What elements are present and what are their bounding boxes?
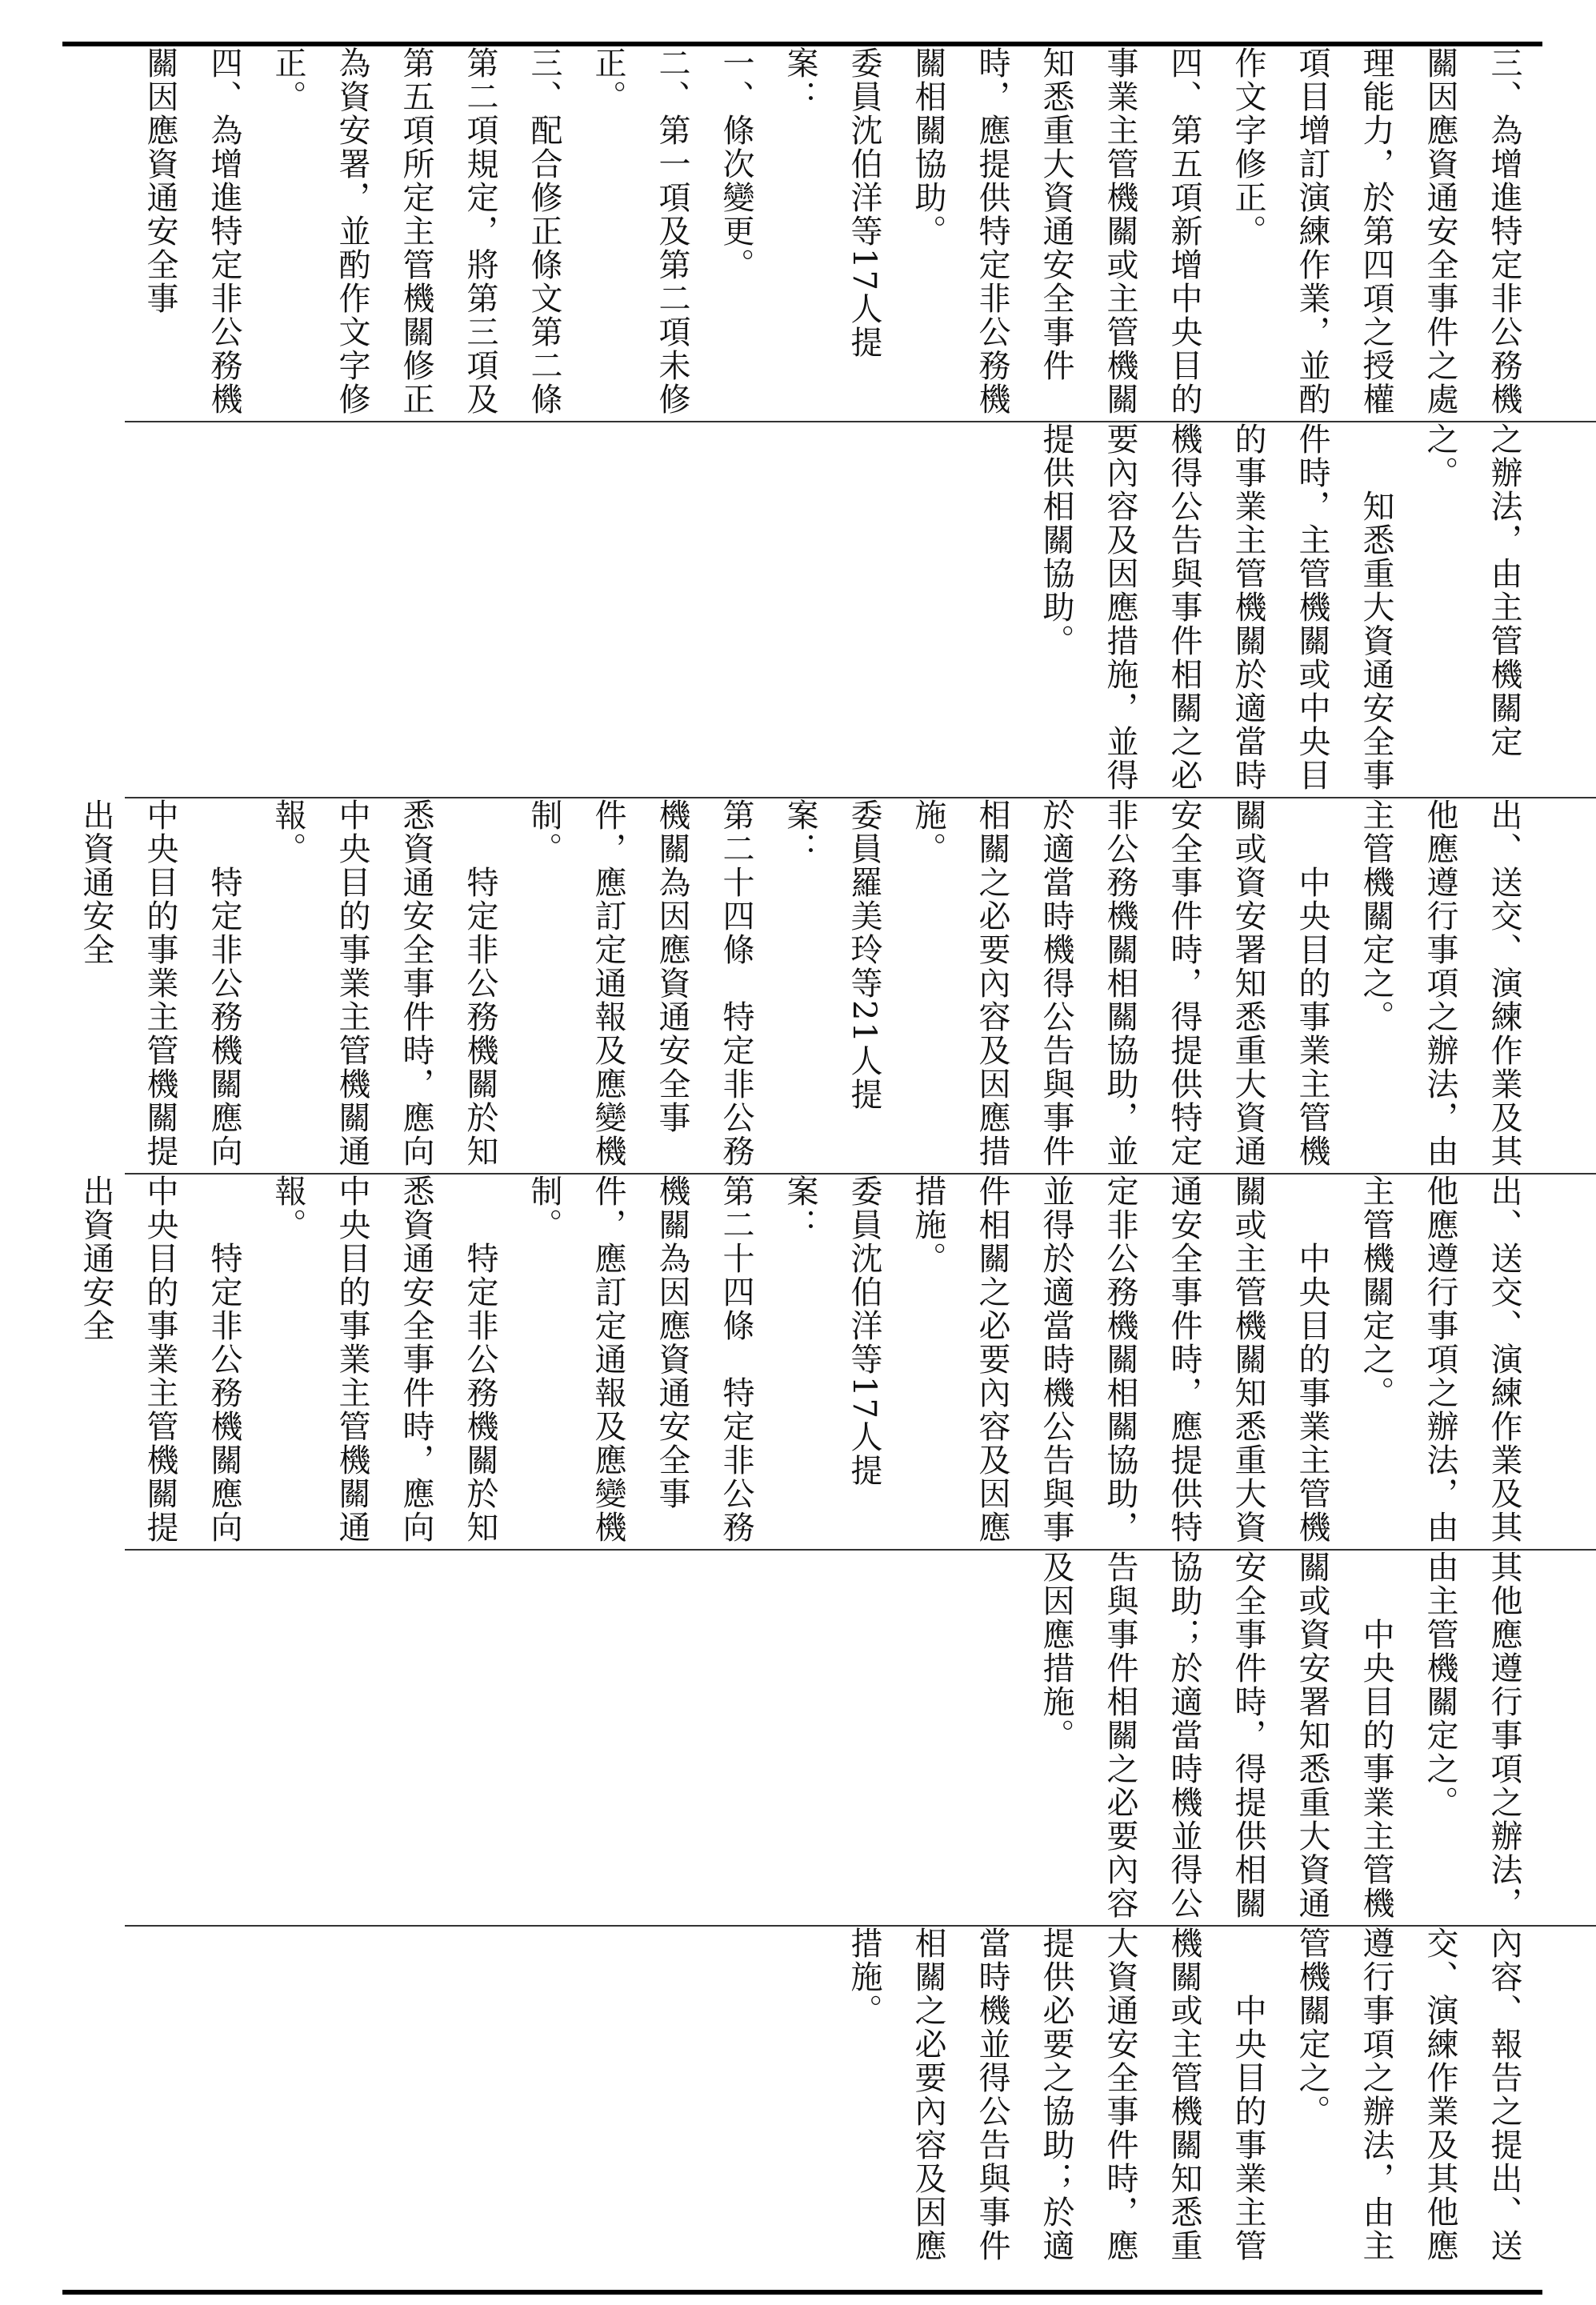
table-row (62, 46, 1542, 421)
bottom-rule (62, 2290, 1542, 2295)
table-row (62, 422, 1542, 797)
cell-text: 出、送交、演練作業及其他應遵行事項之辦法，由主管機關定之。 中央目的事業主管機關或主管機關知悉重大資通安全事件時，應提供特定非公務機關相關協助，並得於適當時機公告與事件相關之必要內容及因應措施。 委員沈伯洋等17人提案： 第二十四條 特定非公務機關為因應資通安全事件，應訂定通報及應變機制。 特定非公務機關於知悉資通安全事件時，應向中央目的事業主管機關通報。 特定非公務機關應向中央目的事業主管機關提出資通安全 (78, 1175, 1522, 1544)
cell-text: 其他應遵行事項之辦法，由主管機關定之。 中央目的事業主管機關或資安署知悉重大資通安全事件時，得提供相關協助；於適當時機並得公告與事件相關之必要內容及因應措施。 (1038, 1551, 1522, 1920)
comparison-table (62, 46, 1542, 2290)
table-row (62, 1175, 1542, 1549)
cell-text: 之辦法，由主管機關定之。 知悉重大資通安全事件時，主管機關或中央目的事業主管機關於適當時機得公告與事件相關之必要內容及因應措施，並得提供相關協助。 (1038, 422, 1522, 792)
table-row (62, 1927, 1542, 2290)
table-row (62, 1551, 1542, 1925)
cell-text: 出、送交、演練作業及其他應遵行事項之辦法，由主管機關定之。 中央目的事業主管機關或資安署知悉重大資通安全事件時，得提供特定非公務機關相關協助，並於適當時機得公告與事件相關之必要內容及因應措施。 委員羅美玲等21人提案： 第二十四條 特定非公務機關為因應資通安全事件，應訂定通報及應變機制。 特定非公務機關於知悉資通安全事件時，應向中央目的事業主管機關通報。 特定非公務機關應向中央目的事業主管機關提出資通安全 (78, 798, 1522, 1168)
cell-text: 三、為增進特定非公務機關因應資通安全事件之處理能力，於第四項之授權項目增訂演練作業，並酌作文字修正。 四、第五項新增中央目的事業主管機關或主管機關知悉重大資通安全事件時，應提供特定非公務機關相關協助。 委員沈伯洋等17人提案： 一、條次變更。 二、第一項及第二項未修正。 三、配合修正條文第二條第二項規定，將第三項及第五項所定主管機關修正為資安署，並酌作文字修正。 四、為增進特定非公務機關因應資通安全事 (142, 46, 1522, 416)
cell-text: 內容、報告之提出、送交、演練作業及其他應遵行事項之辦法，由主管機關定之。 中央目的事業主管機關或主管機關知悉重大資通安全事件時，應提供必要之協助；於適當時機並得公告與事件相關之必要內容及因應措施。 (846, 1927, 1522, 2263)
table-row (62, 798, 1542, 1173)
